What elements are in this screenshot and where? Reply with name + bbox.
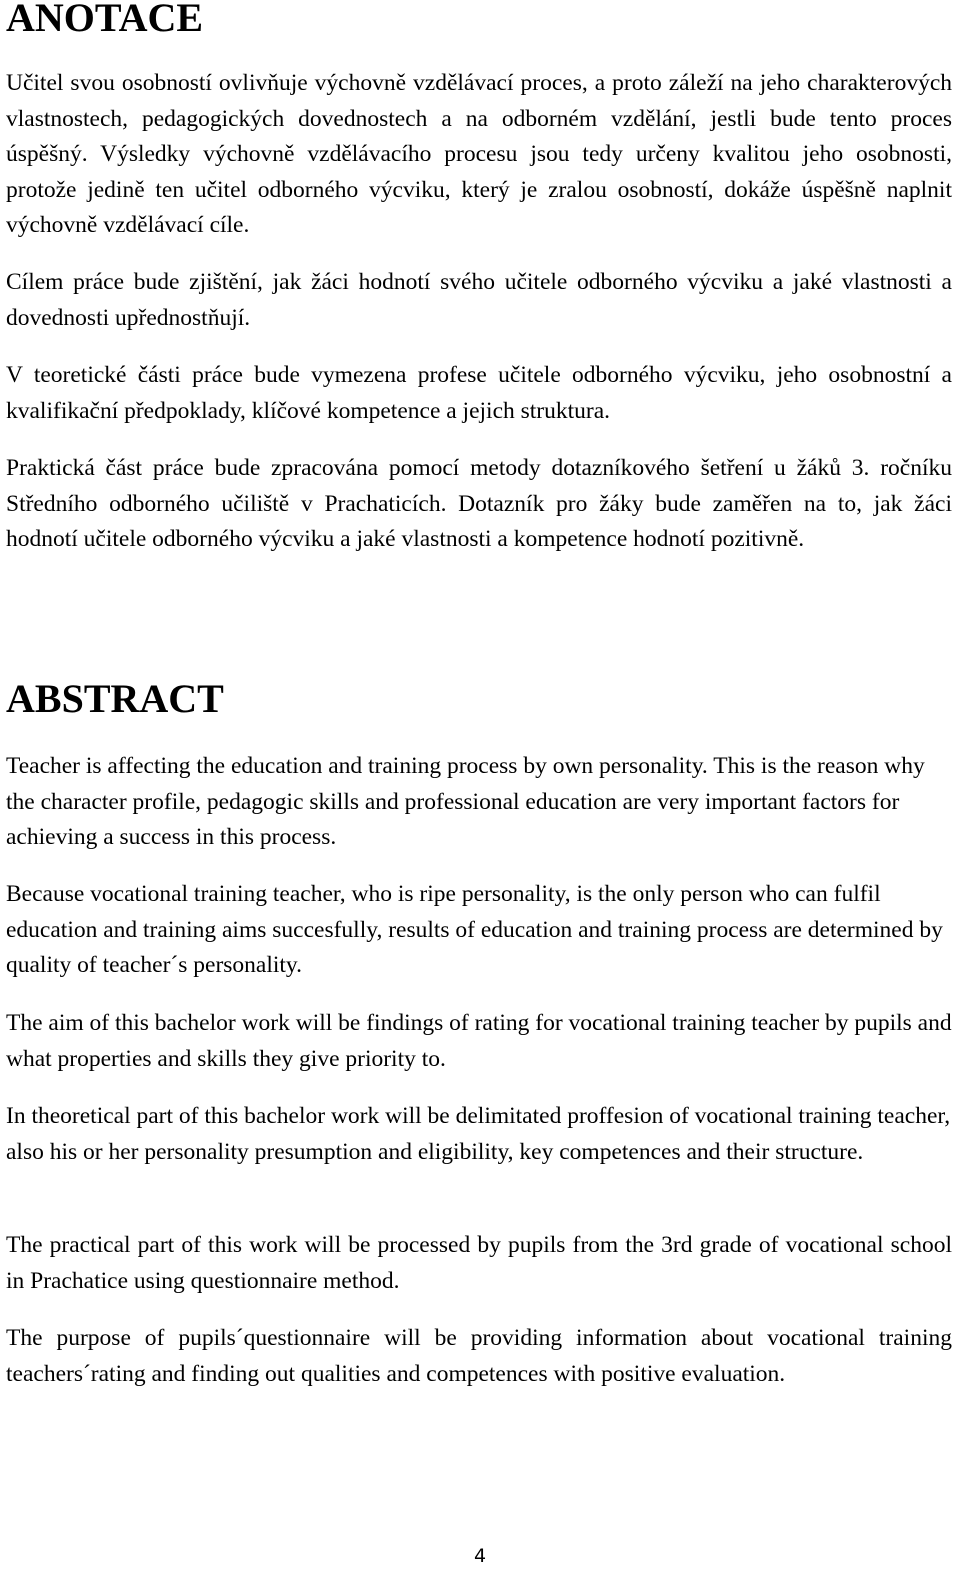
anotace-paragraph-2: Cílem práce bude zjištění, jak žáci hodnotí svého učitele odborného výcviku a jaké vlastnosti a dovednosti upřednostňují. [6, 269, 952, 331]
abstract-paragraph-5: The practical part of this work will be processed by pupils from the 3rd grade of vocational school in Prachatice using questionnaire method. [6, 1232, 952, 1294]
anotace-paragraph-1: Učitel svou osobností ovlivňuje výchovně vzdělávací proces, a proto záleží na jeho charakterových vlastnostech, pedagogických dovednostech a na odborném vzdělání, jestli bude tento proces úspěšný. Výsledky výchovně vzdělávacího procesu jsou tedy určeny kvalitou jeho osobnosti, protože jedině ten učitel odborného výcviku, který je zralou osobností, dokáže úspěšně naplnit výchovně vzdělávací cíle. [6, 70, 952, 238]
page-number: 4 [473, 1545, 487, 1567]
abstract-paragraph-3: The aim of this bachelor work will be findings of rating for vocational training teacher by pupils and what properties and skills they give priority to. [6, 1010, 952, 1072]
heading-anotace: ANOTACE [6, 0, 204, 40]
abstract-paragraph-2: Because vocational training teacher, who is ripe personality, is the only person who can fulfil education and training aims succesfully, results of education and training process are determined by quality of teacher´s personality. [6, 881, 943, 978]
anotace-paragraph-4: Praktická část práce bude zpracována pomocí metody dotazníkového šetření u žáků 3. ročníku Středního odborného učiliště v Prachaticích. Dotazník pro žáky bude zaměřen na to, jak žáci hodnotí učitele odborného výcviku a jaké vlastnosti a kompetence hodnotí pozitivně. [6, 455, 952, 552]
abstract-paragraph-1: Teacher is affecting the education and training process by own personality. This is the reason why the character profile, pedagogic skills and professional education are very important factors for achieving a success in this process. [6, 753, 925, 850]
heading-abstract: ABSTRACT [6, 676, 224, 721]
anotace-paragraph-3: V teoretické části práce bude vymezena profese učitele odborného výcviku, jeho osobnostní a kvalifikační předpoklady, klíčové kompetence a jejich struktura. [6, 362, 952, 424]
abstract-paragraph-4: In theoretical part of this bachelor work will be delimitated proffesion of vocational training teacher, also his or her personality presumption and eligibility, key competences and their structure. [6, 1103, 951, 1165]
abstract-paragraph-6: The purpose of pupils´questionnaire will be providing information about vocational training teachers´rating and finding out qualities and competences with positive evaluation. [6, 1325, 952, 1387]
